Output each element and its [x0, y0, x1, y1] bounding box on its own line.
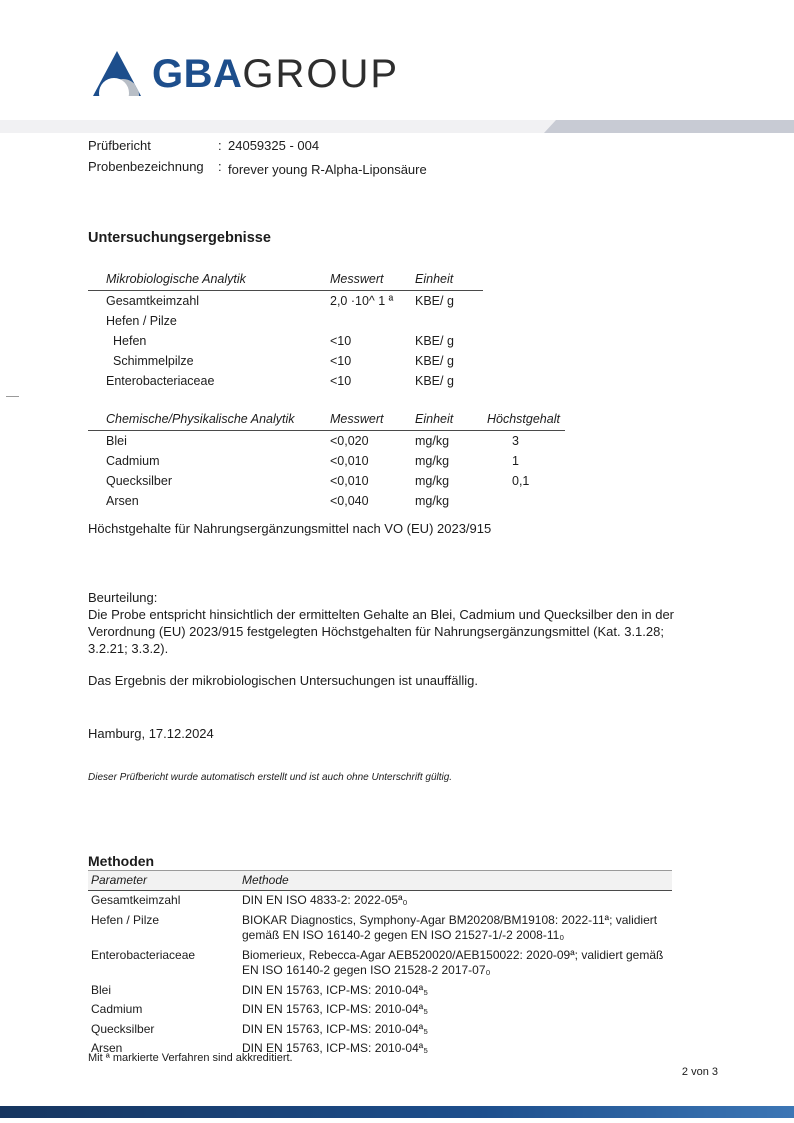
methods-title: Methoden	[88, 853, 155, 869]
brand-wordmark-bold: GBA	[152, 52, 243, 96]
method-cell: Biomerieux, Rebecca-Agar AEB520020/AEB150022: 2020-09ª; validiert gemäß EN ISO 16140-2 gegen ISO 21528-2 2017-07₀	[242, 947, 664, 977]
microbiology-assessment: Das Ergebnis der mikrobiologischen Untersuchungen ist unauffällig.	[88, 673, 478, 688]
methods-table	[88, 870, 672, 1059]
brand-logo	[92, 50, 399, 98]
accreditation-note: Mit ª markierte Verfahren sind akkreditiert.	[88, 1052, 293, 1064]
table-row	[88, 946, 672, 981]
meta-label: Probenbezeichnung	[88, 159, 204, 174]
page-title: Untersuchungsergebnisse	[88, 230, 271, 246]
value-cell: <10	[330, 334, 352, 348]
param-cell: Quecksilber	[91, 1021, 155, 1036]
value-cell: <0,010	[330, 474, 369, 488]
column-header-param: Chemische/Physikalische Analytik	[106, 412, 295, 426]
table-row	[88, 1020, 672, 1040]
table-row	[88, 451, 565, 471]
param-cell: Hefen / Pilze	[106, 314, 177, 328]
table-row	[88, 291, 483, 311]
param-cell: Hefen / Pilze	[91, 912, 160, 927]
param-cell: Enterobacteriaceae	[106, 374, 215, 388]
value-cell: <10	[330, 374, 352, 388]
column-header-parameter: Parameter	[91, 873, 148, 887]
unit-cell: KBE/ g	[415, 374, 454, 388]
microbiology-table	[88, 272, 483, 391]
param-cell: Hefen	[113, 334, 147, 348]
param-cell: Arsen	[106, 494, 139, 508]
column-header-value: Messwert	[330, 412, 384, 426]
method-cell: DIN EN ISO 4833-2: 2022-05ª₀	[242, 893, 408, 907]
unit-cell: KBE/ g	[415, 354, 454, 368]
page-number: 2 von 3	[681, 1066, 718, 1078]
unit-cell: KBE/ g	[415, 294, 454, 308]
assessment-paragraph: Die Probe entspricht hinsichtlich der ermittelten Gehalte an Blei, Cadmium und Quecksilber den in der Verordnung (EU) 2023/915 festgelegten Höchstgehalten für Nahrungsergänzungsmittel (Kat. 3.1.28; 3.2.21; 3.3.2).	[88, 607, 675, 656]
meta-label: Prüfbericht	[88, 138, 151, 153]
table-row	[88, 331, 483, 351]
table-row	[88, 371, 483, 391]
header-band	[0, 120, 794, 133]
param-cell: Cadmium	[91, 1002, 143, 1016]
method-cell: DIN EN 15763, ICP-MS: 2010-04ª₅	[242, 982, 429, 997]
unit-cell: mg/kg	[415, 434, 450, 448]
unit-cell: mg/kg	[415, 494, 450, 508]
value-cell: <0,040	[330, 494, 369, 508]
column-header-unit: Einheit	[415, 412, 454, 426]
assessment-block	[88, 589, 706, 657]
meta-separator: :	[218, 159, 222, 174]
value-cell: 2,0 ·10^ 1 ª	[330, 294, 394, 308]
sample-name: forever young R-Alpha-Liponsäure	[228, 162, 427, 177]
limit-cell: 3	[512, 434, 519, 448]
footer-bar	[0, 1106, 794, 1118]
param-cell: Quecksilber	[106, 474, 172, 488]
meta-row-probenbezeichnung	[88, 159, 427, 180]
column-header-param: Mikrobiologische Analytik	[106, 272, 246, 286]
unit-cell: mg/kg	[415, 474, 450, 488]
report-number: 24059325 - 004	[228, 138, 320, 153]
param-cell: Enterobacteriaceae	[91, 947, 196, 962]
column-header-limit: Höchstgehalt	[487, 412, 560, 426]
column-header-value: Messwert	[330, 272, 384, 286]
param-cell: Gesamtkeimzahl	[106, 294, 200, 308]
table-row	[88, 431, 565, 451]
limit-cell: 0,1	[512, 474, 530, 488]
auto-generated-note: Dieser Prüfbericht wurde automatisch erstellt und ist auch ohne Unterschrift gültig.	[88, 772, 453, 783]
method-cell: DIN EN 15763, ICP-MS: 2010-04ª₅	[242, 1021, 429, 1036]
table-row	[88, 891, 672, 911]
limit-cell: 1	[512, 454, 519, 468]
fold-mark	[6, 396, 19, 397]
table-row	[88, 1000, 672, 1020]
unit-cell: KBE/ g	[415, 334, 454, 348]
report-meta	[88, 138, 427, 180]
param-cell: Blei	[106, 434, 127, 448]
method-cell: DIN EN 15763, ICP-MS: 2010-04ª₅	[242, 1002, 429, 1016]
brand-wordmark-light: GROUP	[242, 52, 400, 96]
meta-separator: :	[218, 138, 222, 153]
header-band-accent	[544, 120, 794, 133]
table-row	[88, 351, 483, 371]
param-cell: Schimmelpilze	[113, 354, 194, 368]
gba-triangle-logo-icon	[92, 50, 142, 98]
table-row	[88, 491, 565, 511]
table-header-row	[88, 412, 565, 431]
value-cell: <10	[330, 354, 352, 368]
table-row	[88, 981, 672, 1001]
column-header-methode: Methode	[242, 873, 289, 887]
place-date: Hamburg, 17.12.2024	[88, 726, 214, 741]
brand-wordmark	[152, 50, 399, 98]
unit-cell: mg/kg	[415, 454, 450, 468]
param-cell: Arsen	[91, 1041, 123, 1055]
value-cell: <0,010	[330, 454, 369, 468]
table-row	[88, 471, 565, 491]
meta-row-pruefbericht	[88, 138, 427, 159]
param-cell: Blei	[91, 982, 112, 997]
table-header-row	[88, 870, 672, 891]
column-header-unit: Einheit	[415, 272, 454, 286]
method-cell: BIOKAR Diagnostics, Symphony-Agar BM20208/BM19108: 2022-11ª; validiert gemäß EN ISO 16140-2 gegen EN ISO 21527-1/-2 2008-11₀	[242, 912, 658, 942]
chemistry-table	[88, 412, 565, 511]
param-cell: Gesamtkeimzahl	[91, 893, 181, 907]
limits-note: Höchstgehalte für Nahrungsergänzungsmittel nach VO (EU) 2023/915	[88, 521, 492, 536]
assessment-title: Beurteilung:	[88, 590, 158, 605]
table-header-row	[88, 272, 483, 291]
method-cell: DIN EN 15763, ICP-MS: 2010-04ª₅	[242, 1041, 429, 1055]
param-cell: Cadmium	[106, 454, 160, 468]
table-row	[88, 311, 483, 331]
table-row	[88, 911, 672, 946]
value-cell: <0,020	[330, 434, 369, 448]
